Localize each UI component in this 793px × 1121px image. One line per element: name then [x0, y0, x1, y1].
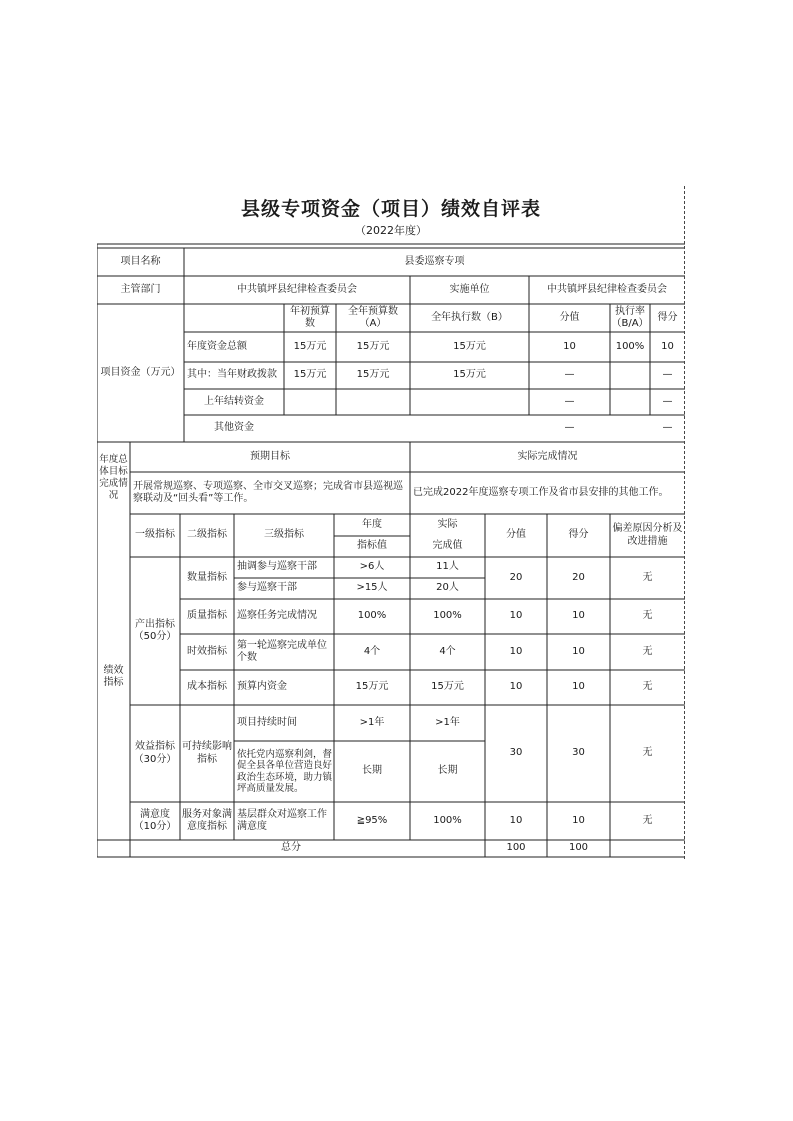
funds-header-exec: 全年执行数（B） — [431, 311, 508, 323]
fund-row-label: 年度资金总额 — [187, 340, 247, 352]
total-value: 100 — [506, 842, 526, 854]
perf-actual-value: 4个 — [439, 645, 456, 657]
perf-target-value: ≧95% — [356, 814, 388, 826]
perf-deviation: 无 — [642, 645, 653, 657]
funds-header-annual: 全年预算数（A） — [348, 305, 398, 329]
fund-row-annual: 15万元 — [356, 340, 390, 352]
perf-l2-label: 服务对象满意度指标 — [182, 808, 232, 832]
perf-actual-value: 100% — [433, 814, 462, 826]
perf-header-l2: 二级指标 — [187, 529, 227, 541]
perf-score: 10 — [572, 645, 585, 657]
perf-deviation: 无 — [642, 747, 653, 759]
project-name-label: 项目名称 — [120, 255, 161, 267]
perf-header-score-value: 分值 — [506, 529, 526, 541]
evaluation-sheet — [97, 186, 685, 859]
fund-row-initial — [284, 389, 336, 415]
perf-l1-output: 产出指标（50分） — [133, 618, 177, 642]
perf-l3-label: 基层群众对巡察工作满意度 — [237, 808, 327, 832]
funds-group-label: 项目资金（万元） — [100, 366, 181, 378]
document-subtitle: （2022年度） — [355, 224, 427, 237]
funds-header-score: 得分 — [657, 311, 678, 323]
perf-l1-benefit: 效益指标（30分） — [133, 741, 177, 765]
fund-row-score: — — [662, 422, 673, 434]
perf-score-value: 10 — [509, 610, 523, 622]
dept-label: 主管部门 — [120, 283, 161, 295]
fund-row-score-value: — — [564, 395, 575, 407]
project-name-value: 县委巡察专项 — [404, 255, 465, 267]
fund-row-score-value: — — [564, 422, 575, 434]
perf-score-value: 30 — [509, 747, 523, 759]
perf-score: 20 — [572, 571, 585, 583]
goals-expected-header: 预期目标 — [250, 450, 290, 462]
perf-l3-label: 依托党内巡察利剑，督促全县各单位营造良好政治生态环境，助力镇坪高质量发展。 — [237, 748, 333, 794]
perf-deviation: 无 — [642, 610, 653, 622]
document-title: 县级专项资金（项目）绩效自评表 — [240, 198, 541, 220]
fund-row-score: — — [662, 369, 673, 381]
goals-group-label: 年度总体目标完成情况 — [99, 454, 128, 501]
perf-header-score: 得分 — [568, 529, 589, 541]
fund-row-score: 10 — [661, 340, 674, 352]
perf-actual-value: >1年 — [435, 716, 460, 728]
goals-actual-text: 已完成2022年度巡察专项工作及省市县安排的其他工作。 — [413, 486, 669, 498]
fund-row-label: 其中：当年财政拨款 — [187, 369, 277, 381]
perf-deviation: 无 — [642, 681, 653, 693]
perf-l3-label: 巡察任务完成情况 — [237, 610, 317, 622]
title-area — [97, 186, 685, 244]
perf-header-year-bottom: 指标值 — [357, 540, 387, 552]
perf-actual-value: 100% — [433, 610, 462, 622]
perf-score: 10 — [572, 610, 585, 622]
perf-l2-label: 可持续影响指标 — [182, 741, 232, 765]
fund-row-label: 上年结转资金 — [204, 395, 264, 407]
perf-actual-value: 20人 — [436, 582, 459, 594]
goals-actual-header: 实际完成情况 — [517, 450, 578, 462]
perf-deviation: 无 — [642, 814, 653, 826]
fund-row-initial: 15万元 — [293, 340, 327, 352]
impl-label: 实施单位 — [449, 283, 490, 295]
perf-header-year-top: 年度 — [362, 518, 382, 530]
perf-score-value: 10 — [509, 681, 523, 693]
perf-header-l1: 一级指标 — [135, 529, 175, 541]
perf-target-value: 4个 — [363, 645, 381, 657]
fund-row-exec — [410, 415, 529, 442]
perf-l3-label: 预算内资金 — [237, 681, 287, 693]
fund-row-score-value: — — [564, 369, 575, 381]
perf-l3-label: 抽调参与巡察干部 — [237, 561, 317, 573]
perf-score-value: 10 — [509, 814, 523, 826]
perf-target-value: >15人 — [356, 582, 388, 594]
perf-l2-label: 时效指标 — [187, 645, 227, 657]
fund-row-rate — [610, 362, 650, 389]
perf-l3-label: 项目持续时间 — [237, 716, 297, 728]
fund-row-rate — [610, 415, 650, 442]
perf-header-actual-bottom: 完成值 — [432, 540, 463, 552]
perf-l2-label: 数量指标 — [187, 571, 227, 583]
perf-score: 10 — [572, 814, 585, 826]
fund-row-score: — — [662, 395, 673, 407]
perf-l3-label: 第一轮巡察完成单位个数 — [237, 639, 327, 663]
perf-target-value: >6人 — [359, 561, 385, 573]
perf-actual-value: 15万元 — [431, 681, 464, 693]
funds-header-rate: 执行率（B/A） — [611, 305, 649, 329]
perf-header-actual-top: 实际 — [437, 518, 458, 530]
perf-actual-value: 长期 — [437, 765, 458, 777]
perf-target-value: >1年 — [359, 716, 385, 728]
fund-row-exec: 15万元 — [453, 369, 486, 381]
perf-target-value: 100% — [357, 610, 387, 622]
fund-row-score-value: 10 — [563, 340, 576, 352]
fund-row-annual: 15万元 — [356, 369, 390, 381]
perf-actual-value: 11人 — [436, 561, 459, 573]
fund-row-exec — [410, 389, 529, 415]
funds-header-score-value: 分值 — [559, 311, 580, 323]
perf-score-value: 10 — [509, 645, 523, 657]
fund-row-initial — [284, 415, 336, 442]
fund-row-exec: 15万元 — [453, 340, 486, 352]
fund-row-rate: 100% — [615, 340, 645, 352]
perf-l2-label: 质量指标 — [187, 610, 227, 622]
perf-header-l3: 三级指标 — [264, 529, 304, 541]
perf-l1-satisfaction: 满意度（10分） — [133, 808, 177, 832]
perf-l2-label: 成本指标 — [187, 681, 227, 693]
fund-row-initial: 15万元 — [293, 369, 327, 381]
perf-l3-label: 参与巡察干部 — [237, 582, 297, 594]
perf-target-value: 长期 — [362, 765, 382, 777]
perf-header-deviation: 偏差原因分析及改进措施 — [612, 523, 683, 547]
fund-row-annual — [336, 389, 410, 415]
goals-expected-text: 开展常规巡察、专项巡察、全市交叉巡察；完成省市县巡视巡察联动及“回头看”等工作。 — [133, 480, 403, 504]
perf-deviation: 无 — [642, 571, 653, 583]
dept-value: 中共镇坪县纪律检查委员会 — [237, 283, 357, 295]
perf-target-value: 15万元 — [355, 681, 389, 693]
fund-row-rate — [610, 389, 650, 415]
funds-header-initial: 年初预算数 — [290, 305, 330, 329]
perf-score-value: 20 — [509, 571, 523, 583]
fund-row-annual — [336, 415, 410, 442]
total-score: 100 — [568, 842, 589, 854]
perf-score: 10 — [572, 681, 585, 693]
perf-score: 30 — [572, 747, 585, 759]
perf-group-label: 绩效指标 — [103, 664, 124, 688]
impl-value: 中共镇坪县纪律检查委员会 — [547, 283, 667, 295]
total-label: 总分 — [281, 842, 301, 854]
fund-row-label: 其他资金 — [214, 422, 254, 434]
